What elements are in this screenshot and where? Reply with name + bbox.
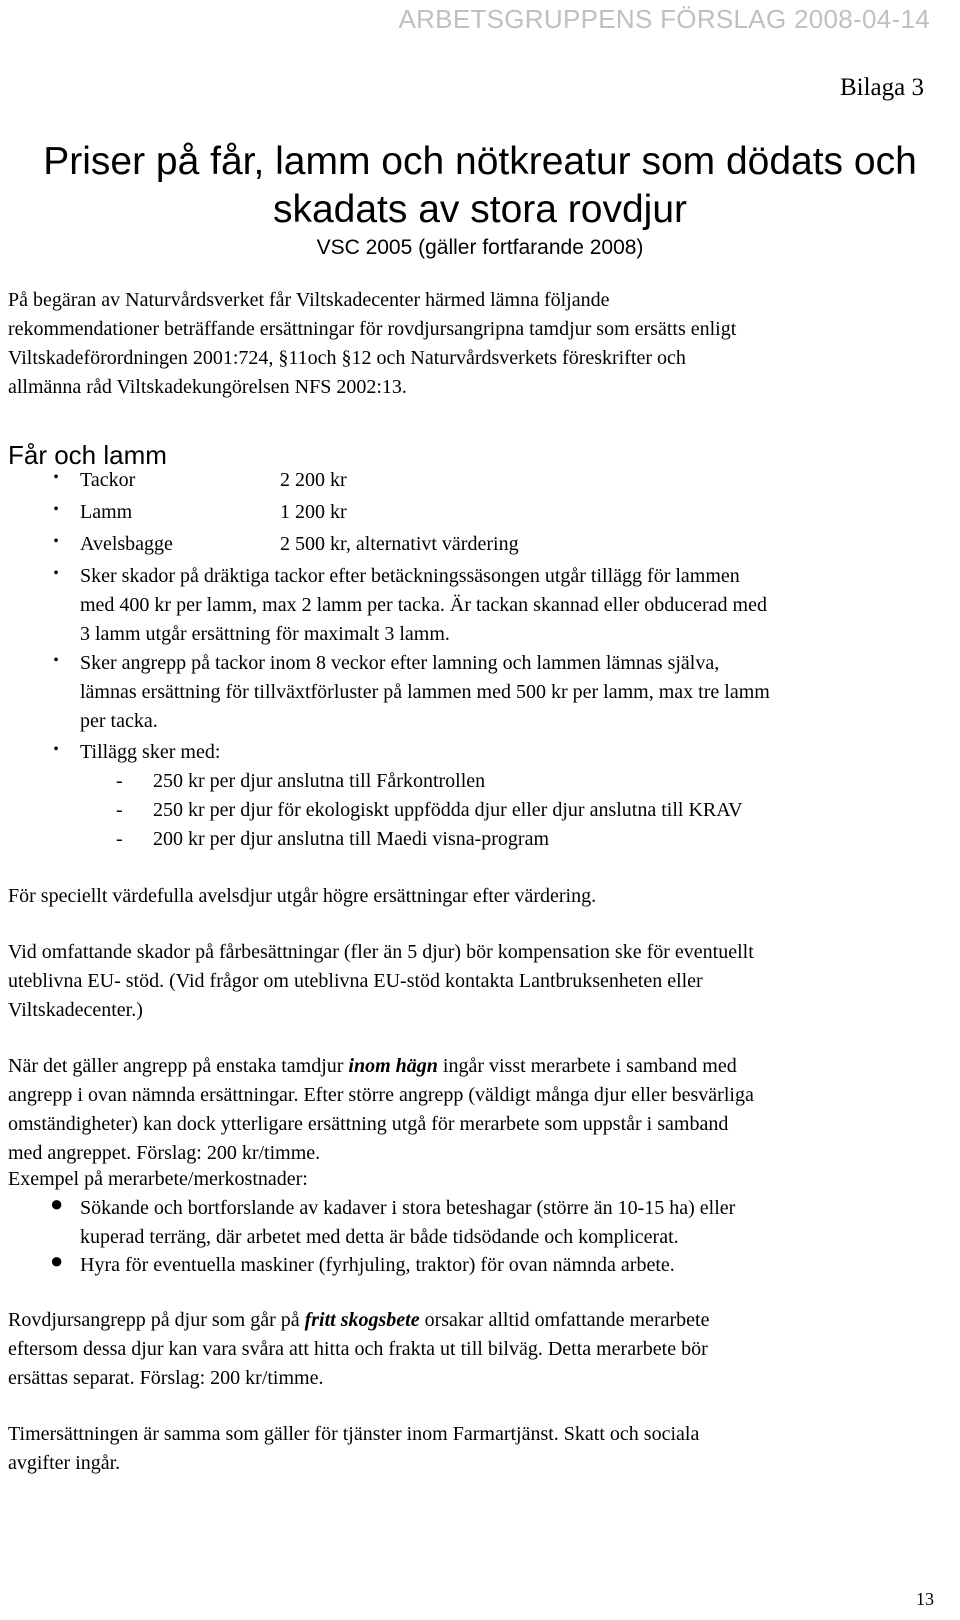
paragraph-timersattning [8,1420,938,1478]
bullet-icon: • [53,501,59,518]
bullet-icon: • [53,469,59,486]
page-subtitle: VSC 2005 (gäller fortfarande 2008) [316,236,644,259]
text-line: Viltskadeförordningen 2001:724, §11och §12 och Naturvårdsverkets föreskrifter och [8,347,686,369]
bullet-icon: ● [50,1191,64,1216]
text-line: Timersättningen är samma som gäller för tjänster inom Farmartjänst. Skatt och sociala [8,1423,700,1445]
text-line: avgifter ingår. [8,1452,121,1474]
intro-paragraph [8,286,938,402]
price-value: 2 200 kr [280,469,347,491]
bullet-icon: • [53,652,59,669]
list-item: Tillägg sker med: [80,741,221,763]
text-line: Vid omfattande skador på fårbesättningar (fler än 5 djur) bör kompensation ske för eventuellt [8,941,754,963]
appendix-label: Bilaga 3 [839,74,924,101]
text-line: Sker skador på dräktiga tackor efter betäckningssäsongen utgår tillägg för lammen [80,565,740,587]
text-line: omständigheter) kan dock ytterligare ersättning utgå för merarbete som uppstår i samband [8,1113,729,1135]
price-label: Lamm [80,501,133,523]
text-line: ersättas separat. Förslag: 200 kr/timme. [8,1367,324,1389]
document-header: ARBETSGRUPPENS FÖRSLAG 2008-04-14 [398,4,930,34]
text-line: med angreppet. Förslag: 200 kr/timme. [8,1142,321,1164]
text-line: allmänna råd Viltskadekungörelsen NFS 2002:13. [8,376,407,398]
dash-marker: - [116,770,123,792]
price-value: 1 200 kr [280,501,347,523]
text-line: kuperad terräng, där arbetet med detta är både tidsödande och komplicerat. [80,1226,679,1248]
text-run: ingår visst merarbete i samband med [437,1055,737,1077]
text-line: med 400 kr per lamm, max 2 lamm per tacka. Är tackan skannad eller obducerad med [80,594,767,616]
paragraph-inom-hagn [8,1052,938,1168]
list-item [80,562,940,649]
text-line: 3 lamm utgår ersättning för maximalt 3 lamm. [80,623,450,645]
paragraph-skogsbete [8,1306,938,1393]
bullet-icon: • [53,565,59,582]
dash-marker: - [116,828,123,850]
text-line: uteblivna EU- stöd. (Vid frågor om uteblivna EU-stöd kontakta Lantbruksenheten eller [8,970,703,992]
price-label: Tackor [80,469,136,491]
emphasis-text: fritt skogsbete [304,1309,420,1331]
text-line: Sökande och bortforslande av kadaver i stora beteshagar (större än 10-15 ha) eller [80,1197,736,1219]
paragraph-eu-stod [8,938,938,1025]
sub-list-item: 250 kr per djur anslutna till Fårkontrollen [153,770,486,792]
text-line [8,1052,938,1081]
sub-list-item: 250 kr per djur för ekologiskt uppfödda djur eller djur anslutna till KRAV [153,799,743,821]
text-line: eftersom dessa djur kan vara svåra att hitta och frakta ut till bilväg. Detta merarbete bör [8,1338,708,1360]
title-line: skadats av stora rovdjur [272,188,687,231]
dash-marker: - [116,799,123,821]
text-run: Rovdjursangrepp på djur som går på [8,1309,305,1331]
section-heading: Får och lamm [8,440,167,470]
list-item [80,649,940,736]
text-line: Sker angrepp på tackor inom 8 veckor efter lamning och lammen lämnas själva, [80,652,720,674]
text-line: rekommendationer beträffande ersättningar för rovdjursangripna tamdjur som ersätts enligt [8,318,737,340]
text-line: angrepp i ovan nämnda ersättningar. Efter större angrepp (väldigt många djur eller besvärliga [8,1084,754,1106]
paragraph-avelsdjur: För speciellt värdefulla avelsdjur utgår högre ersättningar efter värdering. [8,885,597,907]
bullet-icon: ● [50,1248,64,1273]
page-title [0,138,960,234]
exempel-heading: Exempel på merarbete/merkostnader: [8,1168,308,1190]
list-item: Hyra för eventuella maskiner (fyrhjuling, traktor) för ovan nämnda arbete. [80,1254,675,1276]
list-item [80,1194,940,1252]
title-line: Priser på får, lamm och nötkreatur som dödats och [43,140,917,183]
text-run: orsakar alltid omfattande merarbete [419,1309,710,1331]
bullet-icon: • [53,533,59,550]
text-line: lämnas ersättning för tillväxtförluster på lammen med 500 kr per lamm, max tre lamm [80,681,770,703]
price-label: Avelsbagge [80,533,173,555]
sub-list-item: 200 kr per djur anslutna till Maedi visna-program [153,828,550,850]
text-run: När det gäller angrepp på enstaka tamdjur [8,1055,349,1077]
bullet-icon: • [53,741,59,758]
price-value: 2 500 kr, alternativt värdering [280,533,519,555]
emphasis-text: inom hägn [348,1055,438,1077]
text-line: per tacka. [80,710,158,732]
text-line [8,1306,938,1335]
text-line: På begäran av Naturvårdsverket får Viltskadecenter härmed lämna följande [8,289,610,311]
text-line: Viltskadecenter.) [8,999,143,1021]
page-number: 13 [916,1589,934,1609]
